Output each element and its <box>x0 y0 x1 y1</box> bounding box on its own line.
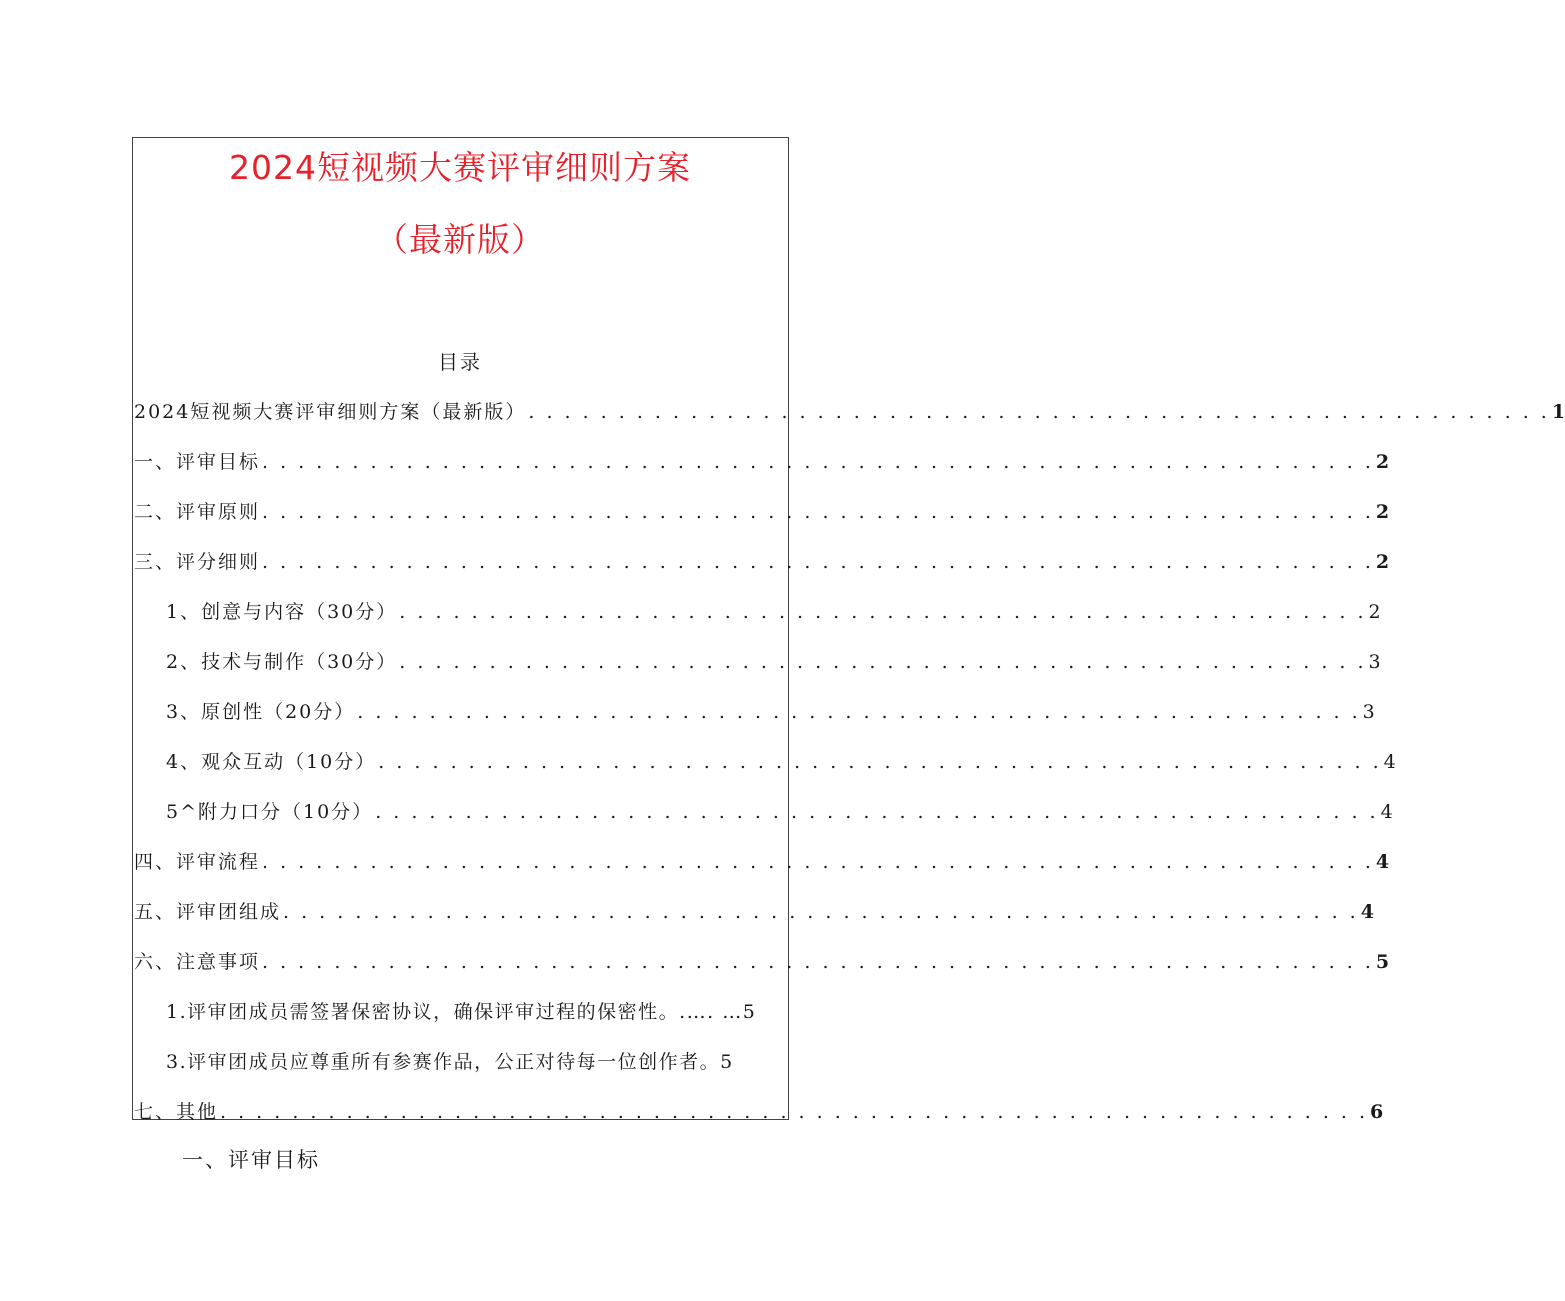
toc-entry-label: 3.评审团成员应尊重所有参赛作品，公正对待每一位创作者。 <box>166 1051 721 1073</box>
toc-entry-page: 2 <box>1368 601 1381 623</box>
toc-entry-label: 4、观众互动（10分） <box>166 751 377 773</box>
toc-entry-page: 3 <box>1368 651 1381 673</box>
document-title: 2024短视频大赛评审细则方案 <box>229 148 691 187</box>
toc-leader-dots: . . . . . . . . . . . . . . . . . . . . . . . . . . . . . . . . . . . . . . . . . . . . . . . . . . . . . . . . <box>375 801 1379 823</box>
toc-entry-label: 五、评审团组成 <box>134 901 282 923</box>
toc-entry[interactable] <box>166 999 786 1025</box>
toc-leader-dots: . . . . . . . . . . . . . . . . . . . . . . . . . . . . . . . . . . . . . . . . . . . . . . . . . . . . . . . . <box>378 751 1382 773</box>
toc-leader-dots: . . . . . . . . . . . . . . . . . . . . . . . . . . . . . . . . . . . . . . . . . . . . . . . . . . . . . . . . . . . . . . . . <box>220 1101 1369 1123</box>
toc-entry-page: 4 <box>1360 901 1374 923</box>
document-subtitle: （最新版） <box>375 220 545 259</box>
toc-entry[interactable] <box>134 449 1390 475</box>
toc-entry[interactable] <box>134 849 1390 875</box>
toc-leader-dots: . . . . . . . . . . . . . . . . . . . . . . . . . . . . . . . . . . . . . . . . . . . . . . . . . . . . . . . . . . . . . . <box>262 451 1374 473</box>
toc-entry[interactable] <box>134 549 1390 575</box>
toc-entry-label: 5^附力口分（10分） <box>166 801 374 823</box>
toc-entry[interactable] <box>166 799 1393 825</box>
toc-entry[interactable] <box>134 399 1565 425</box>
toc-entry[interactable] <box>166 649 1381 675</box>
toc-entry[interactable] <box>134 949 1390 975</box>
toc-leader-dots: . . . . . . . . . . . . . . . . . . . . . . . . . . . . . . . . . . . . . . . . . . . . . . . . . . . . . . . . . <box>528 401 1550 423</box>
toc-entry-page: 4 <box>1383 751 1396 773</box>
toc-entry-label: 六、注意事项 <box>134 951 261 973</box>
toc-entry[interactable] <box>134 899 1374 925</box>
toc-leader-dots: . . . . . . . . . . . . . . . . . . . . . . . . . . . . . . . . . . . . . . . . . . . . . . . . . . . . . . . . . . . . . . <box>262 851 1374 873</box>
toc-heading: 目录 <box>438 350 482 374</box>
toc-entry[interactable] <box>166 699 1375 725</box>
toc-entry-page: 3 <box>1362 701 1375 723</box>
section-heading: 一、评审目标 <box>182 1148 320 1172</box>
toc-entry-label: 三、评分细则 <box>134 551 261 573</box>
toc-entry[interactable] <box>134 1099 1384 1125</box>
toc-leader-dots: . . . . . . . . . . . . . . . . . . . . . . . . . . . . . . . . . . . . . . . . . . . . . . . . . . . . . . . . . . . . . . <box>262 501 1374 523</box>
toc-entry-page: 5 <box>742 1001 755 1023</box>
toc-entry[interactable] <box>134 499 1390 525</box>
toc-leader-dots: . . . . . . . . . . . . . . . . . . . . . . . . . . . . . . . . . . . . . . . . . . . . . . . . . . . . . . . . . . . . <box>283 901 1359 923</box>
toc-entry[interactable] <box>166 599 1381 625</box>
toc-entry-page: 2 <box>1375 501 1390 523</box>
toc-entry-page: 5 <box>720 1051 733 1073</box>
toc-entry-label: 二、评审原则 <box>134 501 261 523</box>
toc-leader-dots: . . . . . . . . . . . . . . . . . . . . . . . . . . . . . . . . . . . . . . . . . . . . . . . . . . . . . . <box>399 601 1367 623</box>
toc-entry-label: 3、原创性（20分） <box>166 701 356 723</box>
toc-entry-label: 1.评审团成员需签署保密协议，确保评审过程的保密性。.…. … <box>166 1001 743 1023</box>
toc-leader-dots: . . . . . . . . . . . . . . . . . . . . . . . . . . . . . . . . . . . . . . . . . . . . . . . . . . . . . . <box>399 651 1367 673</box>
toc-entry-page: 6 <box>1370 1101 1384 1123</box>
toc-leader-dots: . . . . . . . . . . . . . . . . . . . . . . . . . . . . . . . . . . . . . . . . . . . . . . . . . . . . . . . . . . . . . . <box>262 951 1374 973</box>
toc-entry[interactable] <box>166 749 1396 775</box>
toc-entry[interactable] <box>166 1049 786 1075</box>
toc-entry-label: 七、其他 <box>134 1101 219 1123</box>
toc-entry-page: 4 <box>1380 801 1393 823</box>
toc-entry-page: 1 <box>1551 401 1565 423</box>
toc-entry-label: 一、评审目标 <box>134 451 261 473</box>
toc-entry-page: 2 <box>1375 451 1390 473</box>
toc-entry-page: 4 <box>1375 851 1390 873</box>
toc-leader-dots: . . . . . . . . . . . . . . . . . . . . . . . . . . . . . . . . . . . . . . . . . . . . . . . . . . . . . . . . <box>357 701 1361 723</box>
toc-entry-page: 2 <box>1375 551 1390 573</box>
toc-entry-label: 1、创意与内容（30分） <box>166 601 398 623</box>
toc-entry-label: 2024短视频大赛评审细则方案（最新版） <box>134 401 527 423</box>
toc-entry-page: 5 <box>1375 951 1390 973</box>
toc-entry-label: 四、评审流程 <box>134 851 261 873</box>
toc-entry-label: 2、技术与制作（30分） <box>166 651 398 673</box>
toc-leader-dots: . . . . . . . . . . . . . . . . . . . . . . . . . . . . . . . . . . . . . . . . . . . . . . . . . . . . . . . . . . . . . . <box>262 551 1374 573</box>
